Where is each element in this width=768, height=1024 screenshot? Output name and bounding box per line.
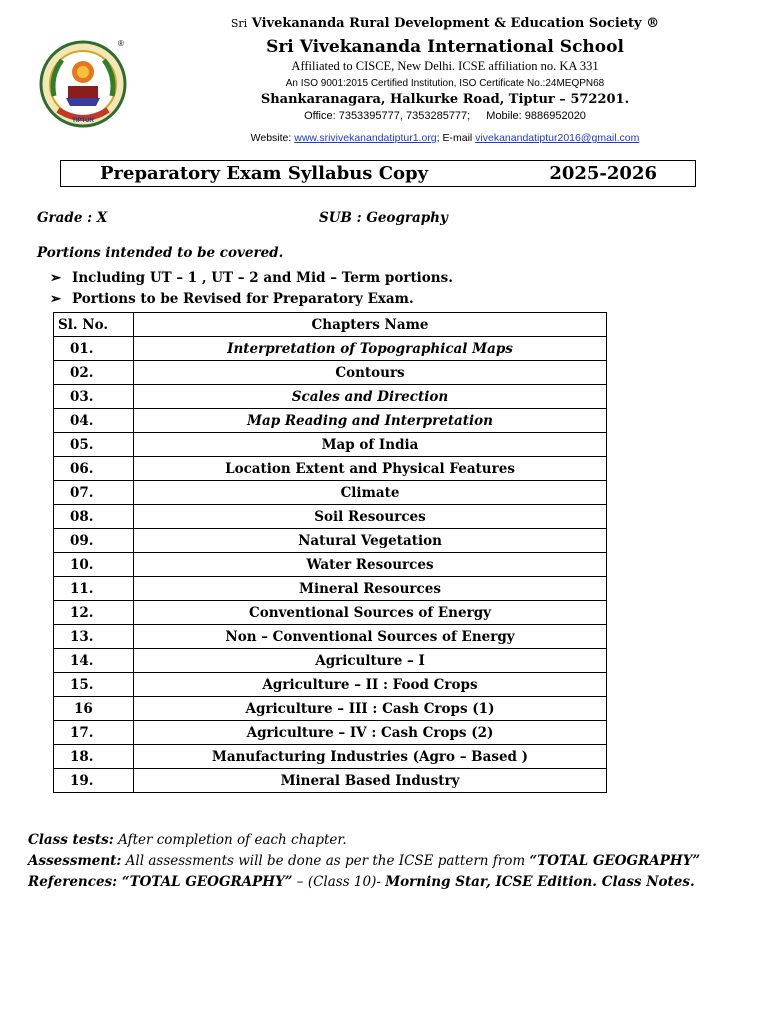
grade: Grade : X bbox=[37, 210, 108, 226]
school-address: Shankaranagara, Halkurke Road, Tiptur – 572201. bbox=[260, 92, 630, 107]
subject: SUB : Geography bbox=[319, 210, 448, 226]
website-link[interactable]: www.srivivekanandatiptur1.org bbox=[294, 132, 437, 144]
sl-no: 11. bbox=[54, 577, 134, 601]
table-row bbox=[54, 769, 607, 793]
header-chapter-name: Chapters Name bbox=[134, 313, 607, 337]
table-row bbox=[54, 529, 607, 553]
chapter-name: Conventional Sources of Energy bbox=[134, 601, 607, 625]
sl-no: 19. bbox=[54, 769, 134, 793]
title-box bbox=[60, 160, 696, 187]
chapter-name: Climate bbox=[134, 481, 607, 505]
email-link[interactable]: vivekanandatiptur2016@gmail.com bbox=[475, 132, 640, 144]
sl-no: 07. bbox=[54, 481, 134, 505]
table-row bbox=[54, 577, 607, 601]
contact-numbers: Office: 7353395777, 7353285777; Mobile: 9886952020 bbox=[304, 110, 586, 122]
school-name: Sri Vivekananda International School bbox=[266, 37, 624, 57]
sl-no: 12. bbox=[54, 601, 134, 625]
iso-certification: An ISO 9001:2015 Certified Institution, ISO Certificate No.:24MEQPN68 bbox=[285, 78, 605, 89]
header-sl-no: Sl. No. bbox=[54, 313, 134, 337]
svg-text:®: ® bbox=[118, 39, 124, 48]
assessment-note: Assessment: All assessments will be done as per the ICSE pattern from “TOTAL GEOGRAPHY” bbox=[28, 853, 701, 869]
society-name: Sri Vivekananda Rural Development & Education Society ® bbox=[230, 16, 660, 31]
page-title: Preparatory Exam Syllabus Copy bbox=[100, 163, 429, 184]
table-row bbox=[54, 649, 607, 673]
arrow-bullet-icon: ➢ bbox=[50, 270, 62, 286]
syllabus-table bbox=[53, 312, 607, 793]
table-header-row bbox=[54, 313, 607, 337]
chapter-name: Mineral Based Industry bbox=[134, 769, 607, 793]
table-row bbox=[54, 505, 607, 529]
chapter-name: Natural Vegetation bbox=[134, 529, 607, 553]
chapter-name: Map of India bbox=[134, 433, 607, 457]
chapter-name: Agriculture – III : Cash Crops (1) bbox=[134, 697, 607, 721]
web-contact: Website: www.srivivekanandatiptur1.org; E-mail vivekanandatiptur2016@gmail.com bbox=[250, 132, 640, 144]
table-row bbox=[54, 625, 607, 649]
chapter-name: Manufacturing Industries (Agro – Based ) bbox=[134, 745, 607, 769]
table-row bbox=[54, 409, 607, 433]
table-row bbox=[54, 385, 607, 409]
sl-no: 10. bbox=[54, 553, 134, 577]
sl-no: 06. bbox=[54, 457, 134, 481]
chapter-name: Agriculture – IV : Cash Crops (2) bbox=[134, 721, 607, 745]
table-row bbox=[54, 361, 607, 385]
sl-no: 14. bbox=[54, 649, 134, 673]
sl-no: 17. bbox=[54, 721, 134, 745]
portions-heading: Portions intended to be covered. bbox=[37, 245, 284, 261]
table-row bbox=[54, 337, 607, 361]
table-row bbox=[54, 553, 607, 577]
chapter-name: Contours bbox=[134, 361, 607, 385]
sl-no: 05. bbox=[54, 433, 134, 457]
table-row bbox=[54, 481, 607, 505]
chapter-name: Interpretation of Topographical Maps bbox=[134, 337, 607, 361]
table-row bbox=[54, 697, 607, 721]
chapter-name: Mineral Resources bbox=[134, 577, 607, 601]
affiliation: Affiliated to CISCE, New Delhi. ICSE affiliation no. KA 331 bbox=[291, 59, 599, 73]
chapter-name: Scales and Direction bbox=[134, 385, 607, 409]
chapter-name: Non – Conventional Sources of Energy bbox=[134, 625, 607, 649]
sl-no: 18. bbox=[54, 745, 134, 769]
chapter-name: Agriculture – I bbox=[134, 649, 607, 673]
chapter-name: Soil Resources bbox=[134, 505, 607, 529]
chapter-name: Water Resources bbox=[134, 553, 607, 577]
sl-no: 15. bbox=[54, 673, 134, 697]
table-row bbox=[54, 433, 607, 457]
portion-bullet: ➢ Portions to be Revised for Preparatory Exam. bbox=[50, 291, 414, 307]
sl-no: 13. bbox=[54, 625, 134, 649]
school-logo bbox=[38, 36, 128, 130]
chapter-name: Agriculture – II : Food Crops bbox=[134, 673, 607, 697]
chapter-name: Location Extent and Physical Features bbox=[134, 457, 607, 481]
sl-no: 16 bbox=[54, 697, 134, 721]
chapter-name: Map Reading and Interpretation bbox=[134, 409, 607, 433]
table-row bbox=[54, 601, 607, 625]
sl-no: 08. bbox=[54, 505, 134, 529]
logo-text: TIPTUR bbox=[72, 118, 94, 124]
sl-no: 01. bbox=[54, 337, 134, 361]
sl-no: 02. bbox=[54, 361, 134, 385]
class-tests-note: Class tests: After completion of each chapter. bbox=[28, 832, 347, 848]
table-row bbox=[54, 721, 607, 745]
academic-year: 2025-2026 bbox=[549, 163, 657, 184]
portion-bullet: ➢ Including UT – 1 , UT – 2 and Mid – Term portions. bbox=[50, 270, 453, 286]
sl-no: 04. bbox=[54, 409, 134, 433]
table-row bbox=[54, 457, 607, 481]
table-row bbox=[54, 673, 607, 697]
references-note: References: “TOTAL GEOGRAPHY” – (Class 10)- Morning Star, ICSE Edition. Class Notes. bbox=[28, 874, 695, 890]
sl-no: 09. bbox=[54, 529, 134, 553]
table-row bbox=[54, 745, 607, 769]
sl-no: 03. bbox=[54, 385, 134, 409]
arrow-bullet-icon: ➢ bbox=[50, 291, 62, 307]
